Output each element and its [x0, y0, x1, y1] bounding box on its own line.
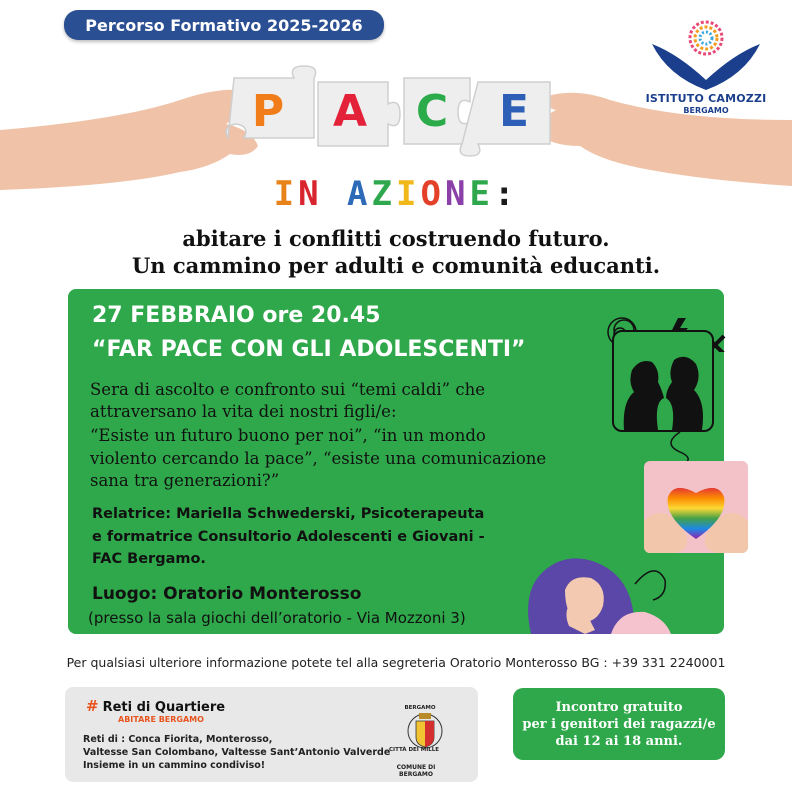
crest-city: BERGAMO: [404, 705, 436, 711]
reti-line: Reti di : Conca Fiorita, Monterosso,: [83, 734, 273, 745]
description-line: violento cercando la pace”, “esiste una comunicazione: [90, 449, 547, 468]
cta-line: per i genitori dei ragazzi/e: [522, 716, 716, 732]
subtitle-line-1: abitare i conflitti costruendo futuro.: [182, 226, 610, 251]
location-detail: (presso la sala giochi dell’oratorio - Via Mozzoni 3): [88, 609, 466, 627]
free-event-callout: [513, 688, 725, 760]
description-line: “Esiste un futuro buono per noi”, “in un mondo: [90, 426, 486, 445]
azione-letter: N: [298, 174, 323, 214]
azione-letter: [323, 174, 347, 214]
event-title: “FAR PACE CON GLI ADOLESCENTI”: [92, 337, 526, 362]
speaker-line: FAC Bergamo.: [92, 551, 206, 567]
reti-di-quartiere-logo: [86, 697, 225, 715]
azione-letter: E: [469, 174, 494, 214]
azione-letter: I: [273, 174, 299, 214]
logo-city: BERGAMO: [683, 106, 729, 115]
pace-letter-c: C: [415, 86, 449, 137]
silhouette-left: [624, 361, 664, 430]
location-label: Luogo: Oratorio Monterosso: [92, 584, 362, 604]
arguing-couple-illustration: [612, 330, 714, 432]
logo-name: ISTITUTO CAMOZZI: [645, 92, 767, 105]
cta-line: Incontro gratuito: [555, 699, 683, 715]
subtitle-line-2: Un cammino per adulti e comunità educanti.: [131, 253, 660, 278]
reti-tagline: ABITARE BERGAMO: [118, 715, 204, 724]
azione-letter: Z: [371, 174, 396, 214]
pace-letter-a: A: [332, 86, 368, 137]
description-line: attraversano la vita dei nostri figli/e:: [90, 402, 397, 421]
description-line: Sera di ascolto e confronto sui “temi caldi” che: [90, 380, 485, 399]
crest-label: COMUNE DI BERGAMO: [396, 764, 436, 778]
course-badge: Percorso Formativo 2025-2026: [64, 10, 384, 40]
in-azione-heading: [0, 174, 792, 214]
azione-letter: O: [420, 174, 445, 214]
speaker-line: Relatrice: Mariella Schwederski, Psicoterapeuta: [92, 506, 485, 522]
pace-letter-e: E: [498, 86, 530, 137]
pace-letter-p: P: [251, 86, 285, 137]
logo-dots-circle: [690, 22, 722, 54]
curl-arrow: [635, 571, 665, 600]
description-line: sana tra generazioni?”: [90, 471, 280, 490]
azione-letter: N: [444, 174, 470, 214]
speaker-line: e formatrice Consultorio Adolescenti e Giovani -: [92, 529, 485, 545]
reti-line: Valtesse San Colombano, Valtesse Sant’Antonio Valverde: [83, 747, 391, 758]
crest-motto: CITTÀ DEI MILLE: [388, 747, 440, 753]
worried-woman-illustration: [515, 540, 675, 634]
silhouette-right: [666, 357, 703, 430]
right-hand: [534, 93, 792, 186]
cta-line: dai 12 ai 18 anni.: [555, 733, 683, 749]
hashtag-icon: #: [86, 697, 99, 715]
contact-info: Per qualsiasi ulteriore informazione potete tel alla segreteria Oratorio Monterosso BG : +39 331 2240001: [66, 655, 726, 670]
event-date: 27 FEBBRAIO ore 20.45: [92, 303, 381, 328]
reti-name: Reti di Quartiere: [102, 700, 226, 715]
azione-letter: A: [347, 174, 372, 214]
connector-arrow: [660, 432, 700, 464]
reti-line: Insieme in un cammino condiviso!: [83, 760, 266, 771]
azione-letter: I: [396, 174, 421, 214]
azione-letter: :: [493, 174, 519, 214]
